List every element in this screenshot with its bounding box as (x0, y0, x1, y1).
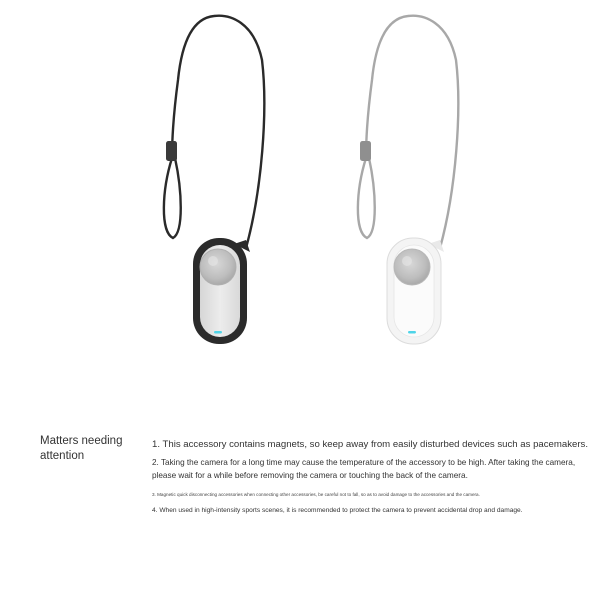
note-item-2: 2. Taking the camera for a long time may cause the temperature of the accessory to be high. After taking the camera, please wait for a while before removing the camera or touching the back of the camera. (152, 458, 576, 480)
white-lanyard-clasp (360, 141, 371, 161)
black-camera-lens (200, 249, 236, 285)
notes-list (152, 438, 589, 516)
black-lanyard-strap (172, 16, 264, 248)
note-item-4: 4. When used in high-intensity sports scenes, it is recommended to protect the camera to prevent accidental drop and damage. (152, 507, 523, 514)
white-indicator-light (408, 331, 416, 334)
black-indicator-light (214, 331, 222, 334)
note-item-1: 1. This accessory contains magnets, so keep away from easily disturbed devices such as pacemakers. (152, 439, 589, 450)
black-lanyard-loop (164, 158, 181, 238)
white-camera-lens (394, 249, 430, 285)
section-title: Matters needing attention (40, 435, 123, 462)
note-item-3: 3. Magnetic quick disconnecting accessories when connecting other accessories, be careful not to fall, so as to avoid damage to the accessories and the camera. (152, 492, 480, 497)
white-lanyard-loop (358, 158, 375, 238)
black-lanyard-clasp (166, 141, 177, 161)
black-lanyard-camera (164, 16, 264, 344)
white-lanyard-strap (366, 16, 458, 248)
white-lanyard-camera (358, 16, 458, 344)
